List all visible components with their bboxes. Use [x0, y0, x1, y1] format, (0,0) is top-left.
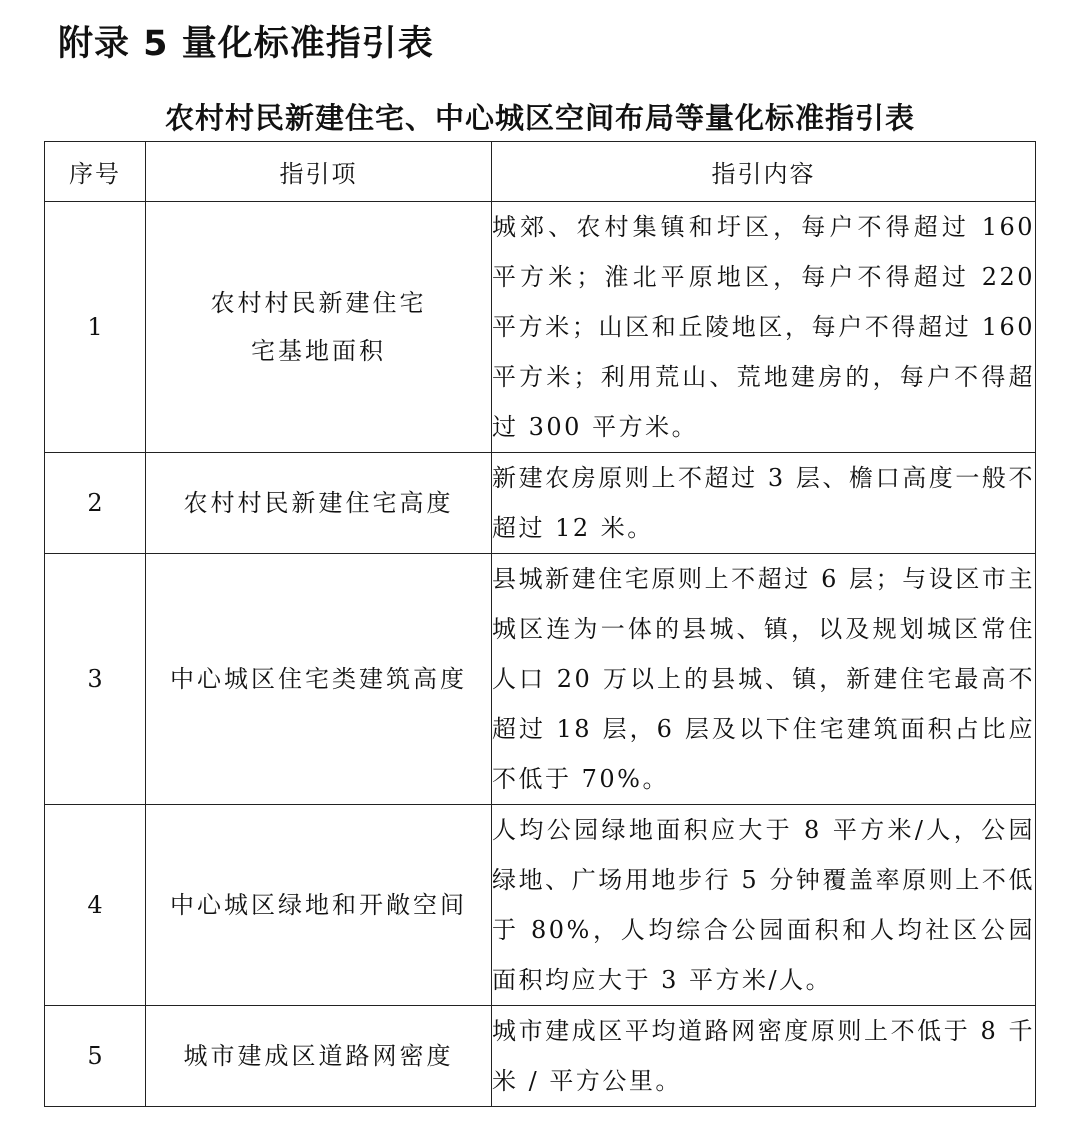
guide-content: 新建农房原则上不超过 3 层、檐口高度一般不超过 12 米。 — [492, 453, 1036, 554]
guide-table — [44, 141, 1036, 1107]
guide-item: 中心城区绿地和开敞空间 — [146, 805, 492, 1006]
table-title: 农村村民新建住宅、中心城区空间布局等量化标准指引表 — [164, 101, 915, 135]
guide-item — [146, 202, 492, 453]
guide-content: 城郊、农村集镇和圩区，每户不得超过 160 平方米；淮北平原地区，每户不得超过 220 平方米；山区和丘陵地区，每户不得超过 160 平方米；利用荒山、荒地建房的，每户不得超过 300 平方米。 — [492, 202, 1036, 453]
guide-item-line: 宅基地面积 — [251, 337, 386, 365]
header-no: 序号 — [45, 142, 146, 202]
guide-item-line: 农村村民新建住宅 — [210, 289, 427, 317]
header-content: 指引内容 — [492, 142, 1036, 202]
table-row — [45, 554, 1036, 805]
table-row — [45, 202, 1036, 453]
table-row — [45, 453, 1036, 554]
header-item: 指引项 — [146, 142, 492, 202]
guide-content: 城市建成区平均道路网密度原则上不低于 8 千米 / 平方公里。 — [492, 1006, 1036, 1107]
row-number: 2 — [45, 453, 146, 554]
table-row — [45, 805, 1036, 1006]
guide-content: 人均公园绿地面积应大于 8 平方米/人，公园绿地、广场用地步行 5 分钟覆盖率原则上不低于 80%，人均综合公园面积和人均社区公园面积均应大于 3 平方米/人。 — [492, 805, 1036, 1006]
row-number: 3 — [45, 554, 146, 805]
guide-item: 农村村民新建住宅高度 — [146, 453, 492, 554]
guide-item: 中心城区住宅类建筑高度 — [146, 554, 492, 805]
guide-content: 县城新建住宅原则上不超过 6 层；与设区市主城区连为一体的县城、镇，以及规划城区常住人口 20 万以上的县城、镇，新建住宅最高不超过 18 层，6 层及以下住宅建筑面积占比应不低于 70%。 — [492, 554, 1036, 805]
row-number: 4 — [45, 805, 146, 1006]
row-number: 5 — [45, 1006, 146, 1107]
table-row — [45, 1006, 1036, 1107]
table-header-row — [45, 142, 1036, 202]
guide-item: 城市建成区道路网密度 — [146, 1006, 492, 1107]
row-number: 1 — [45, 202, 146, 453]
appendix-heading: 附录 5 量化标准指引表 — [58, 24, 434, 64]
